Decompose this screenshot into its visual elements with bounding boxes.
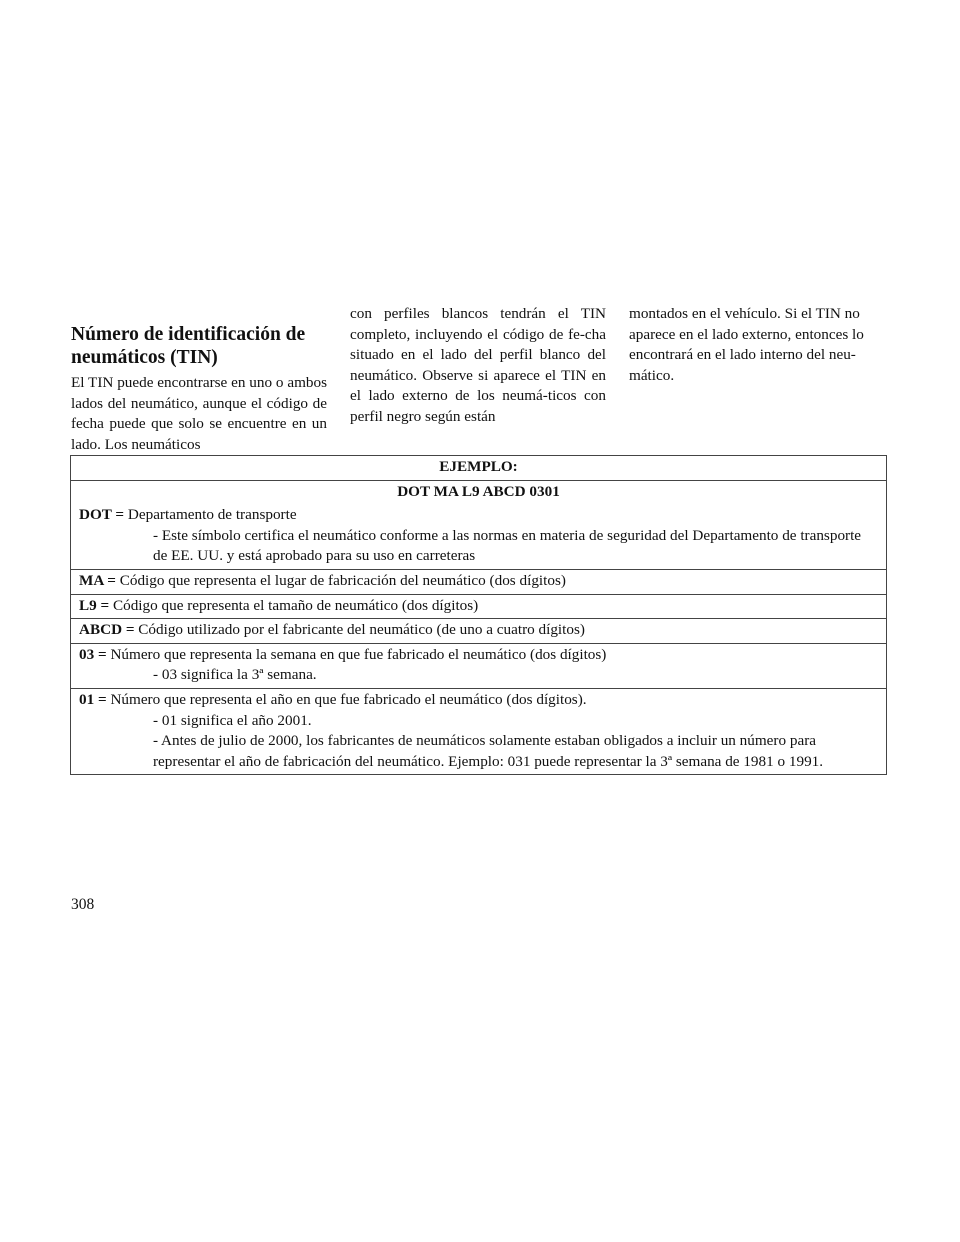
table-row — [71, 594, 886, 619]
table-row — [71, 504, 886, 569]
code-key: 01 = — [79, 690, 107, 708]
code-key: 03 = — [79, 645, 107, 663]
code-description: Número que representa la semana en que fue fabricado el neumático (dos dígitos) — [106, 645, 607, 663]
code-description: Código que representa el lugar de fabricación del neumático (dos dígitos) — [115, 571, 566, 589]
body-column-1: El TIN puede encontrarse en uno o ambos lados del neumático, aunque el código de fecha puede que solo se encuentre en un lado. Los neumáticos — [71, 374, 327, 453]
table-row-line — [79, 645, 878, 666]
tin-example-table — [70, 455, 887, 775]
table-row — [71, 618, 886, 643]
code-key: ABCD = — [79, 621, 135, 639]
code-detail: - Antes de julio de 2000, los fabricantes de neumáticos solamente estaban obligados a incluir un número para representar el año de fabricación del neumático. Ejemplo: 031 puede representar la 3ª semana de 1981 o 1991. — [153, 732, 824, 770]
table-row-line — [79, 620, 878, 641]
body-column-3: montados en el vehículo. Si el TIN no aparece en el lado externo, entonces lo encontrará en el lado interno del neu-mático. — [629, 305, 864, 384]
body-column-2: con perfiles blancos tendrán el TIN completo, incluyendo el código de fe-cha situado en el lado del perfil blanco del neumático. Observe si aparece el TIN en el lado externo de los neumá-ticos con perfil negro según están — [350, 305, 606, 425]
code-detail: - Este símbolo certifica el neumático conforme a las normas en materia de seguridad del Departamento de transporte de EE. UU. y está aprobado para su uso en carreteras — [153, 526, 862, 565]
code-description: Código que representa el tamaño de neumático (dos dígitos) — [109, 596, 479, 614]
table-row-line — [79, 596, 878, 617]
code-key: MA = — [79, 571, 116, 589]
code-key: L9 = — [79, 596, 110, 614]
code-description: Número que representa el año en que fue fabricado el neumático (dos dígitos). — [106, 690, 587, 708]
table-row — [71, 569, 886, 594]
code-detail: - 03 significa la 3ª semana. — [153, 666, 317, 684]
page-number: 308 — [71, 896, 95, 913]
table-example-code: DOT MA L9 ABCD 0301 — [71, 480, 886, 505]
table-row — [71, 643, 886, 688]
table-row-line — [79, 571, 878, 592]
code-description: Departamento de transporte — [124, 506, 297, 524]
code-detail: - 01 significa el año 2001. — [153, 711, 312, 729]
code-key: DOT = — [79, 506, 125, 524]
table-header: EJEMPLO: — [439, 458, 518, 475]
section-title: Número de identificación de neumáticos (TIN) — [71, 324, 306, 368]
table-rows — [71, 504, 886, 774]
table-row-line — [79, 690, 878, 711]
table-row-line — [79, 505, 878, 526]
code-description: Código utilizado por el fabricante del neumático (de uno a cuatro dígitos) — [134, 621, 585, 639]
table-row — [71, 688, 886, 774]
